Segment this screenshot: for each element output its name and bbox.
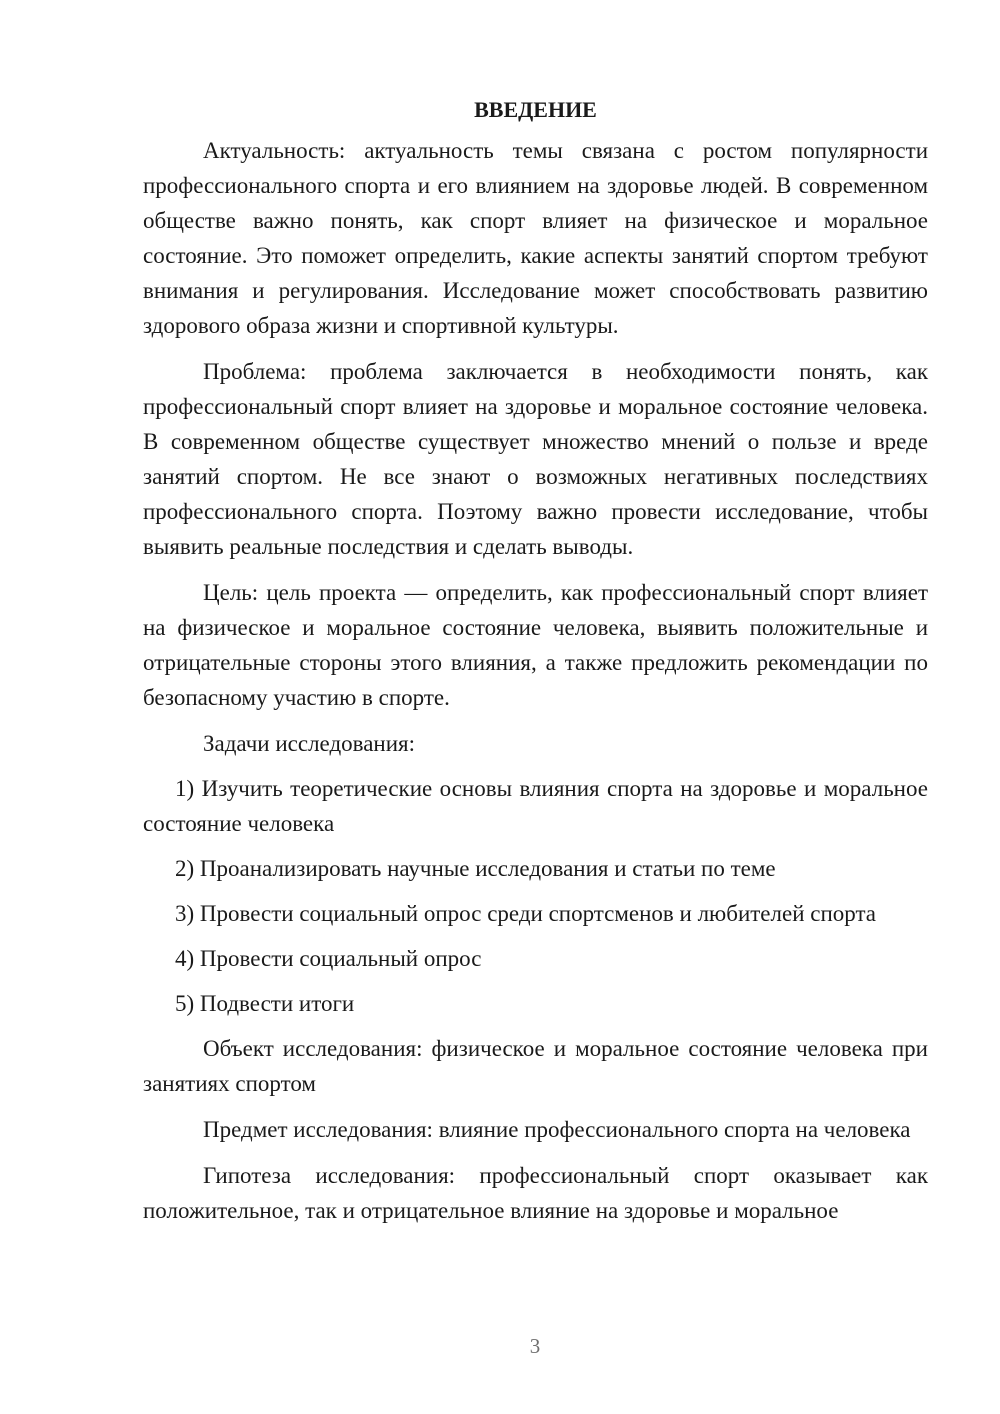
hypothesis-paragraph: Гипотеза исследования: профессиональный спорт оказывает как положительное, так и отрицательное влияние на здоровье и моральное (143, 1163, 928, 1223)
task-item-3: 3) Провести социальный опрос среди спортсменов и любителей спорта (175, 901, 877, 926)
problem-paragraph: Проблема: проблема заключается в необходимости понять, как профессиональный спорт влияет на здоровье и моральное состояние человека. В современном обществе существует множество мнений о пользе и вреде занятий спортом. Не все знают о возможных негативных последствиях профессионального спорта. Поэтому важно провести исследование, чтобы выявить реальные последствия и сделать выводы. (143, 359, 928, 559)
page-number: 3 (529, 1334, 541, 1358)
subject-paragraph: Предмет исследования: влияние профессионального спорта на человека (203, 1117, 911, 1142)
relevance-paragraph: Актуальность: актуальность темы связана с ростом популярности профессионального спорта и его влиянием на здоровье людей. В современном обществе важно понять, как спорт влияет на физическое и моральное состояние. Это поможет определить, какие аспекты занятий спортом требуют внимания и регулирования. Исследование может способствовать развитию здорового образа жизни и спортивной культуры. (143, 138, 928, 338)
object-paragraph: Объект исследования: физическое и моральное состояние человека при занятиях спортом (143, 1036, 928, 1096)
tasks-heading: Задачи исследования: (203, 731, 416, 756)
page-content (143, 92, 928, 1228)
section-title: ВВЕДЕНИЕ (474, 97, 597, 122)
tasks-list (143, 771, 928, 1021)
task-item-5: 5) Подвести итоги (175, 991, 355, 1016)
task-item-2: 2) Проанализировать научные исследования и статьи по теме (175, 856, 776, 881)
task-item-4: 4) Провести социальный опрос (175, 946, 482, 971)
goal-paragraph: Цель: цель проекта — определить, как профессиональный спорт влияет на физическое и моральное состояние человека, выявить положительные и отрицательные стороны этого влияния, а также предложить рекомендации по безопасному участию в спорте. (143, 580, 928, 710)
task-item-1: 1) Изучить теоретические основы влияния спорта на здоровье и моральное состояние человека (143, 776, 928, 836)
